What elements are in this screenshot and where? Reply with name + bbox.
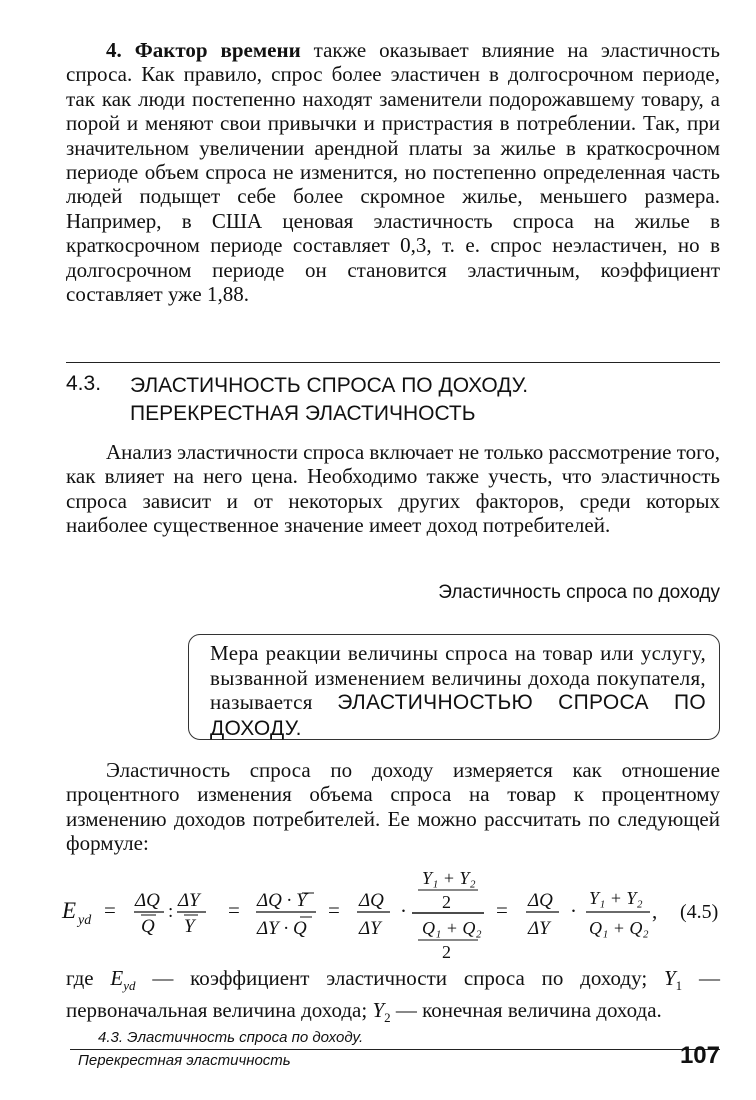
formula-eq-4: = — [496, 898, 508, 922]
frac1-den: Q — [141, 916, 155, 937]
legend-e-sub: yd — [123, 978, 136, 994]
frac6-den: Q₁ + Q₂ — [589, 918, 649, 938]
factor-time-heading: 4. Фактор времени — [106, 38, 301, 62]
legend-e-desc: — коэффициент эластичности спроса по доходу; — [135, 966, 664, 990]
frac1b-den: Y — [184, 916, 195, 937]
frac4-num-top: Y₁ + Y₂ — [422, 868, 476, 888]
legend-paragraph — [66, 966, 720, 1030]
frac2-den: ΔY · Q — [257, 918, 307, 939]
legend-y2-desc: — конечная величина дохода. — [390, 998, 662, 1023]
factor-time-paragraph — [66, 38, 720, 306]
frac4-den-top: Q₁ + Q₂ — [422, 918, 482, 938]
frac5-den: ΔY — [528, 918, 550, 939]
frac3-den: ΔY — [359, 918, 381, 939]
income-analysis-text: Анализ эластичности спроса включает не только рассмотрение того, как влияет на него цена. Необходимо также учесть, что эластичность спроса зависит и от некоторых других факторов, среди которых наиболее существенное значение имеет доход потребителей. — [66, 440, 720, 538]
measurement-text: Эластичность спроса по доходу измеряется как отношение процентного изменения объема спроса на товар к процентному изменению доходов потребителей. Ее можно рассчитать по следующей формуле: — [66, 758, 720, 856]
running-footer-line1: 4.3. Эластичность спроса по доходу. — [98, 1029, 364, 1046]
formula-eq-1: = — [104, 898, 116, 922]
frac4-num-two: 2 — [442, 892, 451, 912]
frac1-num: ΔQ — [135, 890, 160, 911]
definition-body: Мера реакции величины спроса на товар или услугу, вызванной изменением величины дохода покупателя, называется — [210, 641, 706, 714]
formula-number: (4.5) — [680, 901, 719, 923]
section-title-line1: ЭЛАСТИЧНОСТЬ СПРОСА ПО ДОХОДУ. — [130, 374, 529, 397]
frac4-den-two: 2 — [442, 942, 451, 962]
frac2-num: ΔQ · Y — [257, 890, 307, 911]
legend-y2: Y — [372, 998, 385, 1023]
formula-lhs-sub: yd — [78, 913, 92, 928]
frac1b-num: ΔY — [178, 890, 200, 911]
section-divider — [66, 362, 720, 363]
running-footer-line2: Перекрестная эластичность — [78, 1052, 291, 1069]
frac3-num: ΔQ — [359, 890, 384, 911]
section-number: 4.3. — [66, 372, 102, 395]
formula-4-5 — [60, 862, 740, 966]
section-title-line2: ПЕРЕКРЕСТНАЯ ЭЛАСТИЧНОСТЬ — [130, 402, 476, 425]
measurement-paragraph — [66, 758, 720, 856]
formula-dot-1: · — [400, 899, 407, 923]
frac6-num: Y₁ + Y₂ — [589, 888, 643, 908]
page-number: 107 — [679, 1042, 720, 1069]
legend-y1-sub: 1 — [675, 978, 683, 994]
footer-rule — [70, 1049, 720, 1050]
formula-colon: : — [168, 901, 174, 922]
legend-e: E — [110, 966, 124, 990]
legend-prefix: где — [66, 966, 111, 990]
definition-text — [210, 641, 706, 741]
formula-comma: , — [652, 899, 658, 923]
definition-term: ЭЛАСТИЧНОСТЬЮ СПРОСА ПО ДОХОДУ. — [210, 691, 706, 740]
section-title — [130, 372, 528, 428]
formula-lhs: E — [62, 898, 77, 923]
legend-y2-sub: 2 — [384, 1010, 391, 1026]
legend-y1: Y — [663, 966, 676, 990]
income-analysis-paragraph — [66, 440, 720, 538]
side-heading: Эластичность спроса по доходу — [438, 582, 720, 603]
formula-eq-2: = — [228, 898, 240, 922]
factor-time-text: также оказывает влияние на эластичность спроса. Как правило, спрос более эластичен в долгосрочном периоде, так как люди постепенно находят заменители подорожавшему товару, а порой и меняют свои привычки и пристрастия в потреблении. Так, при значительном увеличении арендной платы за жилье в краткосрочном периоде объем спроса не изменится, но постепенно определенная часть людей подыщет себе более скромное жилье, меньшего размера. Например, в США ценовая эластичность спроса на жилье в краткосрочном периоде составляет 0,3, т. е. спрос неэластичен, но в долгосрочном периоде он становится эластичным, коэффициент составляет уже 1,88. — [66, 38, 720, 307]
formula-svg — [60, 862, 740, 966]
formula-eq-3: = — [328, 898, 340, 922]
legend-y1-desc: — первоначальная величина дохода; — [66, 966, 720, 1023]
formula-dot-2: · — [570, 899, 577, 923]
frac5-num: ΔQ — [528, 890, 553, 911]
